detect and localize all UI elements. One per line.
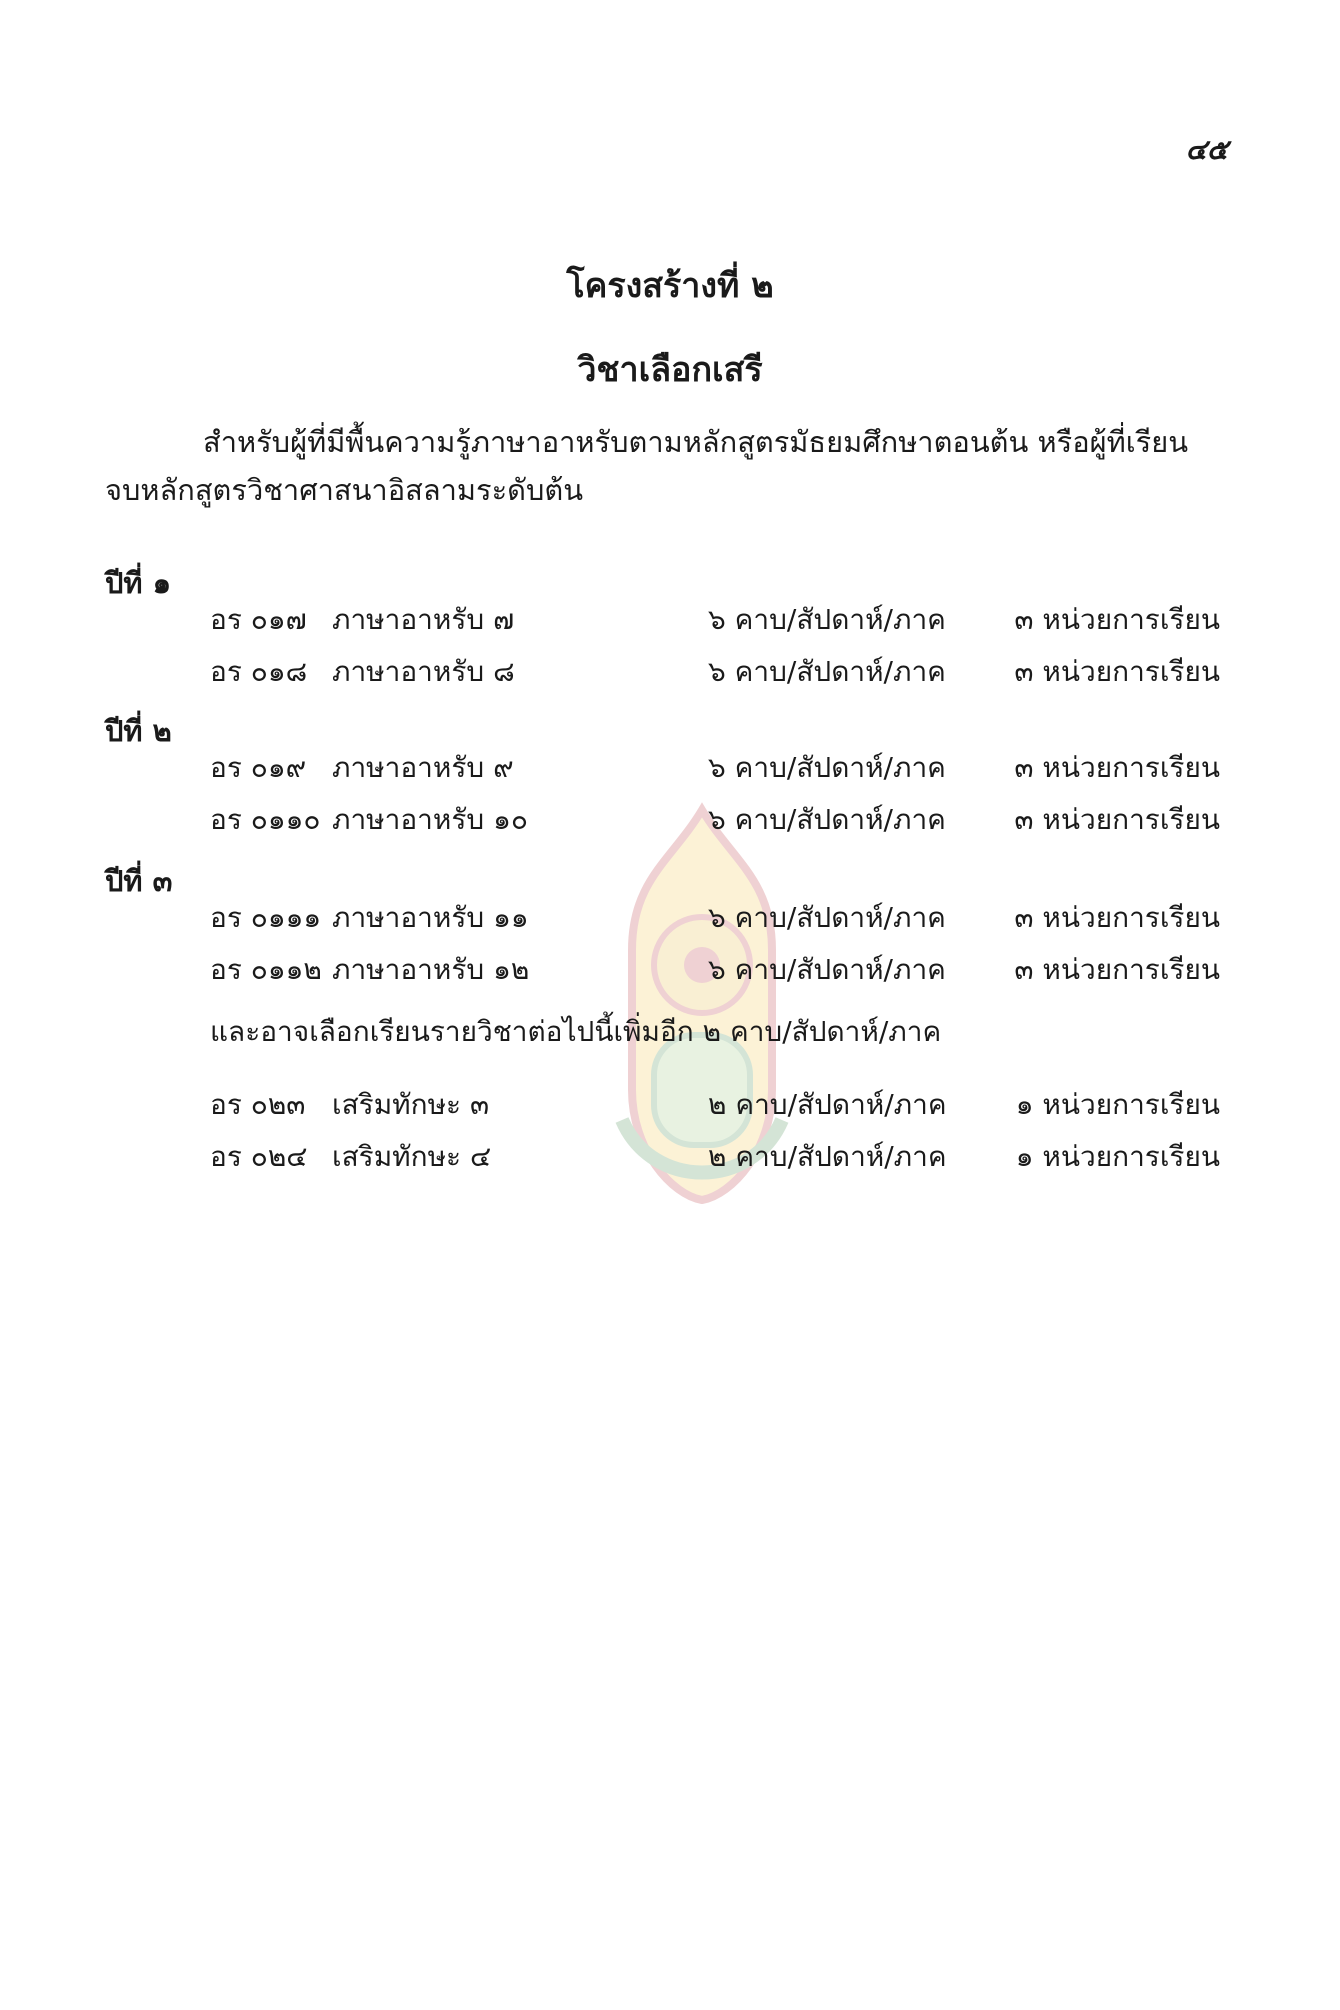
course-code: อร ๐๑๗ xyxy=(210,603,307,636)
course-row xyxy=(210,600,1220,640)
intro-line-2: จบหลักสูตรวิชาศาสนาอิสลามระดับต้น xyxy=(105,473,584,507)
course-row xyxy=(210,748,1220,788)
course-row xyxy=(210,1137,1220,1177)
course-row xyxy=(210,652,1220,692)
course-name: เสริมทักษะ ๔ xyxy=(332,1140,492,1173)
course-code: อร ๐๑๘ xyxy=(210,655,308,688)
course-code: อร ๐๒๓ xyxy=(210,1088,306,1121)
course-name: ภาษาอาหรับ ๙ xyxy=(332,751,514,784)
additional-elective-note: และอาจเลือกเรียนรายวิชาต่อไปนี้เพิ่มอีก ๒ คาบ/สัปดาห์/ภาค xyxy=(210,1015,942,1048)
section-subtitle: วิชาเลือกเสรี xyxy=(577,350,763,390)
course-credit: ๓ หน่วยการเรียน xyxy=(1014,803,1220,836)
course-code: อร ๐๑๑๐ xyxy=(210,803,321,836)
course-period: ๒ คาบ/สัปดาห์/ภาค xyxy=(708,1140,947,1173)
course-credit: ๑ หน่วยการเรียน xyxy=(1015,1140,1220,1173)
course-name: ภาษาอาหรับ ๑๑ xyxy=(332,901,529,934)
course-period: ๖ คาบ/สัปดาห์/ภาค xyxy=(708,953,946,986)
course-credit: ๓ หน่วยการเรียน xyxy=(1014,953,1220,986)
course-period: ๖ คาบ/สัปดาห์/ภาค xyxy=(708,751,946,784)
course-row xyxy=(210,1085,1220,1125)
course-period: ๖ คาบ/สัปดาห์/ภาค xyxy=(708,901,946,934)
year-label: ปีที่ ๑ xyxy=(105,566,172,600)
year-label: ปีที่ ๓ xyxy=(105,864,173,898)
course-code: อร ๐๑๙ xyxy=(210,751,307,784)
course-period: ๖ คาบ/สัปดาห์/ภาค xyxy=(708,655,946,688)
course-name: ภาษาอาหรับ ๘ xyxy=(332,655,515,688)
course-name: ภาษาอาหรับ ๑๒ xyxy=(332,953,530,986)
course-name: ภาษาอาหรับ ๑๐ xyxy=(332,803,528,836)
course-row xyxy=(210,950,1220,990)
course-credit: ๑ หน่วยการเรียน xyxy=(1015,1088,1220,1121)
course-code: อร ๐๑๑๑ xyxy=(210,901,322,934)
course-period: ๖ คาบ/สัปดาห์/ภาค xyxy=(708,603,946,636)
course-name: ภาษาอาหรับ ๗ xyxy=(332,603,515,636)
intro-paragraph xyxy=(105,418,1245,514)
course-code: อร ๐๒๔ xyxy=(210,1140,308,1173)
course-row xyxy=(210,898,1220,938)
intro-line-1: สำหรับผู้ที่มีพื้นความรู้ภาษาอาหรับตามหลักสูตรมัธยมศึกษาตอนต้น หรือผู้ที่เรียน xyxy=(203,425,1189,459)
year-label: ปีที่ ๒ xyxy=(105,714,172,748)
course-name: เสริมทักษะ ๓ xyxy=(332,1088,490,1121)
course-period: ๒ คาบ/สัปดาห์/ภาค xyxy=(708,1088,947,1121)
course-credit: ๓ หน่วยการเรียน xyxy=(1014,603,1220,636)
course-credit: ๓ หน่วยการเรียน xyxy=(1014,901,1220,934)
structure-title: โครงสร้างที่ ๒ xyxy=(566,266,774,306)
page-number: ๔๕ xyxy=(1185,133,1228,166)
course-row xyxy=(210,800,1220,840)
course-credit: ๓ หน่วยการเรียน xyxy=(1014,655,1220,688)
course-period: ๖ คาบ/สัปดาห์/ภาค xyxy=(708,803,946,836)
course-code: อร ๐๑๑๒ xyxy=(210,953,322,986)
course-credit: ๓ หน่วยการเรียน xyxy=(1014,751,1220,784)
